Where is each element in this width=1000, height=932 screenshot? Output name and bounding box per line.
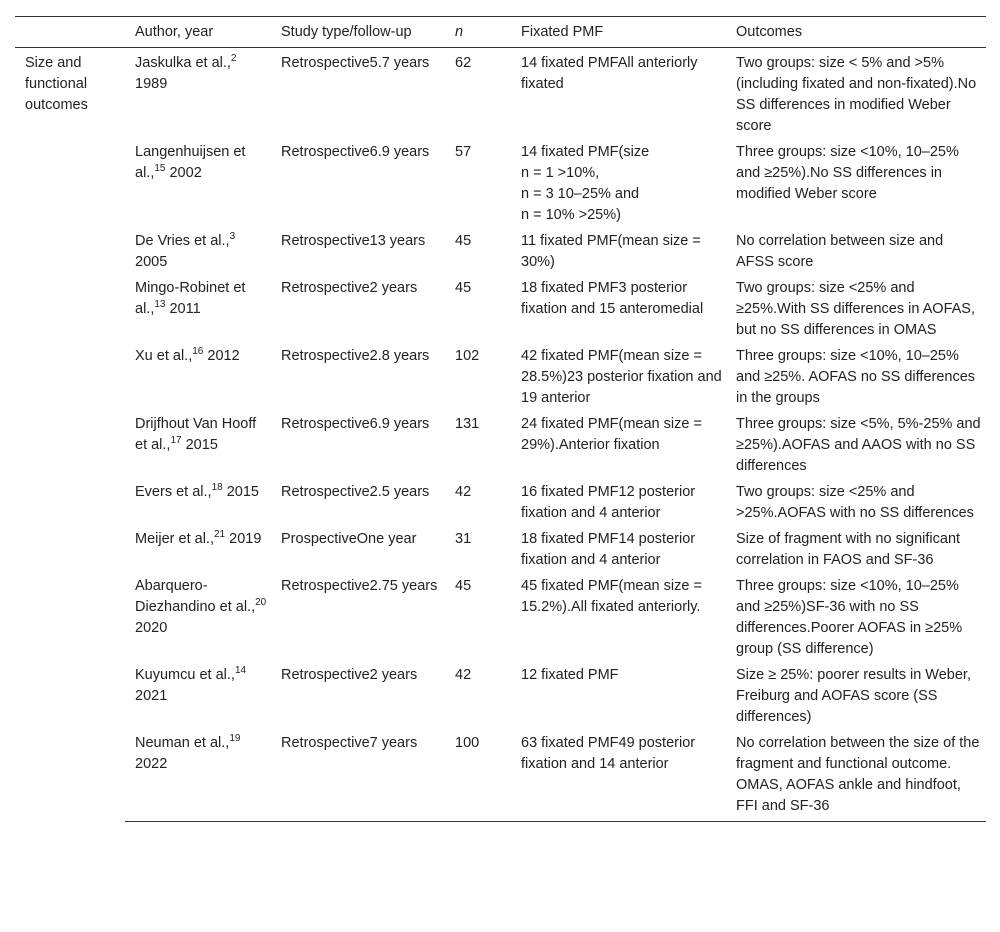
table-row (15, 409, 986, 477)
cell-author: Evers et al.,$^{18}$ 2015 (135, 482, 259, 500)
cell-author: Langenhuijsen et al.,$^{15}$ 2002 (135, 144, 246, 181)
cell-outcomes: Three groups: size <10%, 10–25% and ≥25%).No SS differences in modified Weber score (736, 144, 959, 202)
table-row (15, 137, 986, 226)
cell-study: Retrospective13 years (281, 233, 426, 249)
cell-n: 45 (455, 578, 472, 594)
cell-n: 45 (455, 280, 472, 296)
cell-n: 131 (455, 416, 480, 432)
table-row (15, 524, 986, 571)
table-row (15, 48, 986, 138)
cell-fixated: 14 fixated PMF(size n = 1 >10%, n = 3 10–25% and n = 10% >25%) (521, 144, 650, 223)
cell-outcomes: Size ≥ 25%: poorer results in Weber, Freiburg and AOFAS score (SS differences) (736, 667, 971, 725)
cell-n: 42 (455, 667, 472, 683)
cell-fixated: 18 fixated PMF3 posterior fixation and 15 anteromedial (521, 280, 704, 317)
header-fixated: Fixated PMF (511, 17, 726, 48)
cell-outcomes: Two groups: size <25% and ≥25%.With SS differences in AOFAS, but no SS differences in OMAS (736, 280, 975, 338)
cell-study: Retrospective2.5 years (281, 484, 430, 500)
cell-author: Drijfhout Van Hooff et al.,$^{17}$ 2015 (135, 416, 257, 453)
table-row (15, 571, 986, 660)
cell-outcomes: Two groups: size < 5% and >5% (including fixated and non-fixated).No SS differences in modified Weber score (736, 55, 977, 134)
cell-study: ProspectiveOne year (281, 531, 417, 547)
table-row (15, 728, 986, 822)
cell-author: Mingo-Robinet et al.,$^{13}$ 2011 (135, 280, 246, 317)
cell-fixated: 24 fixated PMF(mean size = 29%).Anterior fixation (521, 416, 702, 453)
header-outcomes: Outcomes (726, 17, 986, 48)
cell-study: Retrospective2 years (281, 280, 418, 296)
cell-study: Retrospective2.8 years (281, 348, 430, 364)
cell-author: Kuyumcu et al.,$^{14}$ 2021 (135, 665, 247, 704)
header-row (15, 17, 986, 48)
table-row (15, 660, 986, 728)
cell-fixated: 16 fixated PMF12 posterior fixation and 4 anterior (521, 484, 696, 521)
cell-n: 45 (455, 233, 472, 249)
cell-n: 62 (455, 55, 472, 71)
table-row (15, 341, 986, 409)
cell-outcomes: Two groups: size <25% and >25%.AOFAS with no SS differences (736, 484, 974, 521)
cell-n: 100 (445, 728, 511, 822)
cell-n: 57 (455, 144, 472, 160)
cell-author: Jaskulka et al.,$^2$ 1989 (135, 53, 237, 92)
cell-outcomes: Three groups: size <10%, 10–25% and ≥25%. AOFAS no SS differences in the groups (736, 348, 976, 406)
cell-n: 102 (455, 348, 480, 364)
table-row (15, 273, 986, 341)
cell-study: Retrospective5.7 years (281, 55, 430, 71)
cell-outcomes: Three groups: size <10%, 10–25% and ≥25%)SF-36 with no SS differences.Poorer AOFAS in ≥25% group (SS difference) (736, 578, 963, 657)
cell-outcomes: Three groups: size <5%, 5%-25% and ≥25%).AOFAS and AAOS with no SS differences (736, 416, 981, 474)
group-label: Size and functional outcomes (25, 55, 88, 113)
header-study: Study type/follow-up (271, 17, 445, 48)
cell-fixated: 45 fixated PMF(mean size = 15.2%).All fixated anteriorly. (521, 578, 702, 615)
cell-outcomes: No correlation between the size of the fragment and functional outcome. OMAS, AOFAS ankle and hindfoot, FFI and SF-36 (726, 728, 986, 822)
header-author: Author, year (125, 17, 271, 48)
cell-author: Abarquero-Diezhandino et al.,$^{20}$ 2020 (135, 578, 267, 636)
cell-fixated: 18 fixated PMF14 posterior fixation and 4 anterior (521, 531, 696, 568)
cell-fixated: 12 fixated PMF (521, 667, 619, 683)
table-row (15, 477, 986, 524)
cell-author: Neuman et al.,$^{19}$ 2022 (125, 728, 271, 822)
cell-n: 42 (455, 484, 472, 500)
cell-outcomes: No correlation between size and AFSS score (736, 233, 944, 270)
cell-study: Retrospective7 years (271, 728, 445, 822)
cell-n: 31 (455, 531, 472, 547)
cell-author: Meijer et al.,$^{21}$ 2019 (135, 529, 262, 547)
cell-outcomes: Size of fragment with no significant correlation in FAOS and SF-36 (736, 531, 961, 568)
cell-fixated: 42 fixated PMF(mean size = 28.5%)23 posterior fixation and 19 anterior (521, 348, 722, 406)
cell-fixated: 14 fixated PMFAll anteriorly fixated (521, 55, 698, 92)
cell-study: Retrospective6.9 years (281, 144, 430, 160)
cell-fixated: 63 fixated PMF49 posterior fixation and 14 anterior (511, 728, 726, 822)
cell-author: De Vries et al.,$^3$ 2005 (135, 231, 236, 270)
header-n: n (445, 17, 511, 48)
cell-fixated: 11 fixated PMF(mean size = 30%) (521, 233, 701, 270)
cell-study: Retrospective2 years (281, 667, 418, 683)
header-group (15, 17, 125, 48)
cell-author: Xu et al.,$^{16}$ 2012 (135, 346, 240, 364)
literature-table (15, 16, 986, 822)
cell-study: Retrospective6.9 years (281, 416, 430, 432)
cell-study: Retrospective2.75 years (281, 578, 438, 594)
table-row (15, 226, 986, 273)
